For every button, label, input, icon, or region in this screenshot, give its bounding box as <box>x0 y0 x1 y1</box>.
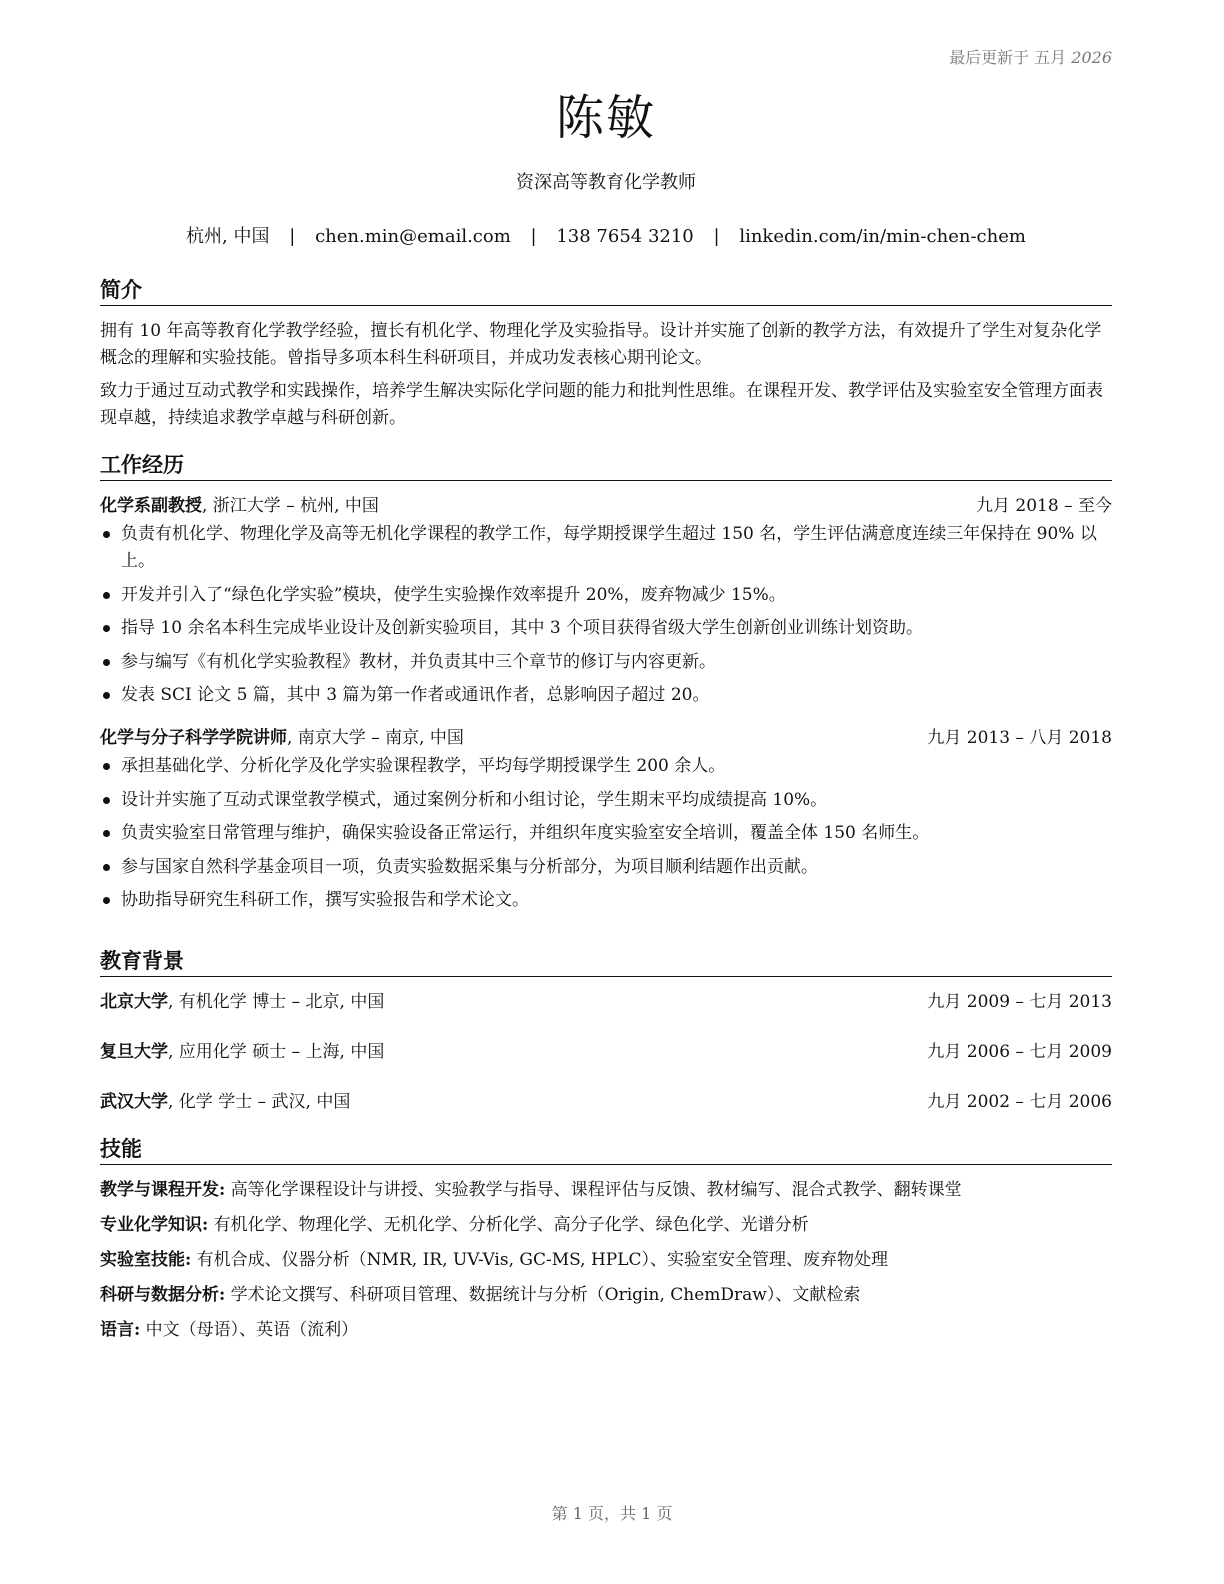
job-dates: 九月 2013 – 八月 2018 <box>927 728 1112 748</box>
skills-section <box>100 1135 1112 1352</box>
job-dates: 九月 2018 – 至今 <box>976 496 1112 516</box>
job-header <box>100 493 1112 519</box>
job-bullets <box>100 521 1112 709</box>
skill-row <box>100 1177 1112 1204</box>
skill-value: 中文（母语）、英语（流利） <box>140 1320 359 1340</box>
contact-separator: | <box>289 226 296 247</box>
education-section <box>100 947 1112 1139</box>
job-bullet: 参与国家自然科学基金项目一项，负责实验数据采集与分析部分，为项目顺利结题作出贡献。 <box>121 854 1112 881</box>
page-footer: 第 1 页，共 1 页 <box>551 1504 673 1523</box>
skill-value: 学术论文撰写、科研项目管理、数据统计与分析（Origin, ChemDraw）、文献检索 <box>225 1285 861 1305</box>
summary-section <box>100 276 1112 438</box>
person-name: 陈敏 <box>555 90 656 146</box>
summary-paragraph: 致力于通过互动式教学和实践操作，培养学生解决实际化学问题的能力和批判性思维。在课程开发、教学评估及实验室安全管理方面表现卓越，持续追求教学卓越与科研创新。 <box>100 381 1103 428</box>
contact-phone: 138 7654 3210 <box>556 226 694 247</box>
job-role-org <box>100 725 464 751</box>
education-entry <box>100 1039 1112 1065</box>
job-org: , 浙江大学 – 杭州, 中国 <box>202 496 379 516</box>
education-detail: , 有机化学 博士 – 北京, 中国 <box>168 992 385 1012</box>
skill-label: 语言: <box>100 1320 141 1340</box>
experience-section <box>100 451 1112 921</box>
last-updated <box>949 45 1112 68</box>
education-detail: , 化学 学士 – 武汉, 中国 <box>168 1092 351 1112</box>
summary-paragraph: 拥有 10 年高等教育化学教学经验，擅长有机化学、物理化学及实验指导。设计并实施了创新的教学方法，有效提升了学生对复杂化学概念的理解和实验技能。曾指导多项本科生科研项目，并成功发表核心期刊论文。 <box>100 321 1102 368</box>
job-bullet: 设计并实施了互动式课堂教学模式，通过案例分析和小组讨论，学生期末平均成绩提高 10%。 <box>121 787 1112 814</box>
education-entry <box>100 989 1112 1015</box>
skill-label: 教学与课程开发: <box>100 1180 226 1200</box>
education-school-degree <box>100 1039 384 1065</box>
job-title: 资深高等教育化学教师 <box>516 172 696 193</box>
summary-heading: 简介 <box>100 276 1112 306</box>
job-bullet: 负责实验室日常管理与维护，确保实验设备正常运行，并组织年度实验室安全培训，覆盖全体 150 名师生。 <box>121 820 1112 847</box>
skill-label: 科研与数据分析: <box>100 1285 226 1305</box>
skill-row <box>100 1212 1112 1239</box>
job-header <box>100 725 1112 751</box>
skill-row <box>100 1247 1112 1274</box>
job-role: 化学系副教授 <box>100 496 202 516</box>
job-bullet: 协助指导研究生科研工作，撰写实验报告和学术论文。 <box>121 887 1112 914</box>
education-school: 复旦大学 <box>100 1042 168 1062</box>
last-updated-year: 2026 <box>1071 48 1112 67</box>
job-bullets <box>100 753 1112 914</box>
job-bullet: 发表 SCI 论文 5 篇，其中 3 篇为第一作者或通讯作者，总影响因子超过 20。 <box>121 682 1112 709</box>
job-bullet: 参与编写《有机化学实验教程》教材，并负责其中三个章节的修订与内容更新。 <box>121 649 1112 676</box>
job-bullet: 开发并引入了“绿色化学实验”模块，使学生实验操作效率提升 20%，废弃物减少 15%。 <box>121 582 1112 609</box>
skill-label: 实验室技能: <box>100 1250 192 1270</box>
education-school-degree <box>100 989 384 1015</box>
education-detail: , 应用化学 硕士 – 上海, 中国 <box>168 1042 385 1062</box>
job-entry <box>100 725 1112 914</box>
resume-page <box>100 0 1112 1584</box>
education-school-degree <box>100 1089 350 1115</box>
experience-heading: 工作经历 <box>100 451 1112 481</box>
contact-line <box>100 224 1112 250</box>
skill-label: 专业化学知识: <box>100 1215 209 1235</box>
skill-value: 有机化学、物理化学、无机化学、分析化学、高分子化学、绿色化学、光谱分析 <box>208 1215 809 1235</box>
contact-linkedin[interactable]: linkedin.com/in/min-chen-chem <box>739 226 1026 247</box>
job-entry <box>100 493 1112 709</box>
job-org: , 南京大学 – 南京, 中国 <box>287 728 464 748</box>
job-role-org <box>100 493 379 519</box>
job-bullet: 承担基础化学、分析化学及化学实验课程教学，平均每学期授课学生 200 余人。 <box>121 753 1112 780</box>
education-entry <box>100 1089 1112 1115</box>
last-updated-label: 最后更新于 五月 <box>949 48 1067 67</box>
skill-value: 有机合成、仪器分析（NMR, IR, UV-Vis, GC-MS, HPLC）、实验室安全管理、废弃物处理 <box>191 1250 889 1270</box>
skill-value: 高等化学课程设计与讲授、实验教学与指导、课程评估与反馈、教材编写、混合式教学、翻转课堂 <box>225 1180 962 1200</box>
education-school: 北京大学 <box>100 992 168 1012</box>
education-dates: 九月 2002 – 七月 2006 <box>927 1092 1112 1112</box>
skill-row <box>100 1282 1112 1309</box>
job-role: 化学与分子科学学院讲师 <box>100 728 287 748</box>
education-dates: 九月 2006 – 七月 2009 <box>927 1042 1112 1062</box>
contact-email[interactable]: chen.min@email.com <box>315 226 511 247</box>
contact-separator: | <box>530 226 537 247</box>
skills-heading: 技能 <box>100 1135 1112 1165</box>
job-bullet: 负责有机化学、物理化学及高等无机化学课程的教学工作，每学期授课学生超过 150 名，学生评估满意度连续三年保持在 90% 以上。 <box>121 521 1112 575</box>
job-bullet: 指导 10 余名本科生完成毕业设计及创新实验项目，其中 3 个项目获得省级大学生创新创业训练计划资助。 <box>121 615 1112 642</box>
education-heading: 教育背景 <box>100 947 1112 977</box>
contact-separator: | <box>713 226 720 247</box>
education-dates: 九月 2009 – 七月 2013 <box>927 992 1112 1012</box>
skill-row <box>100 1317 1112 1344</box>
education-school: 武汉大学 <box>100 1092 168 1112</box>
contact-location: 杭州, 中国 <box>186 226 270 247</box>
